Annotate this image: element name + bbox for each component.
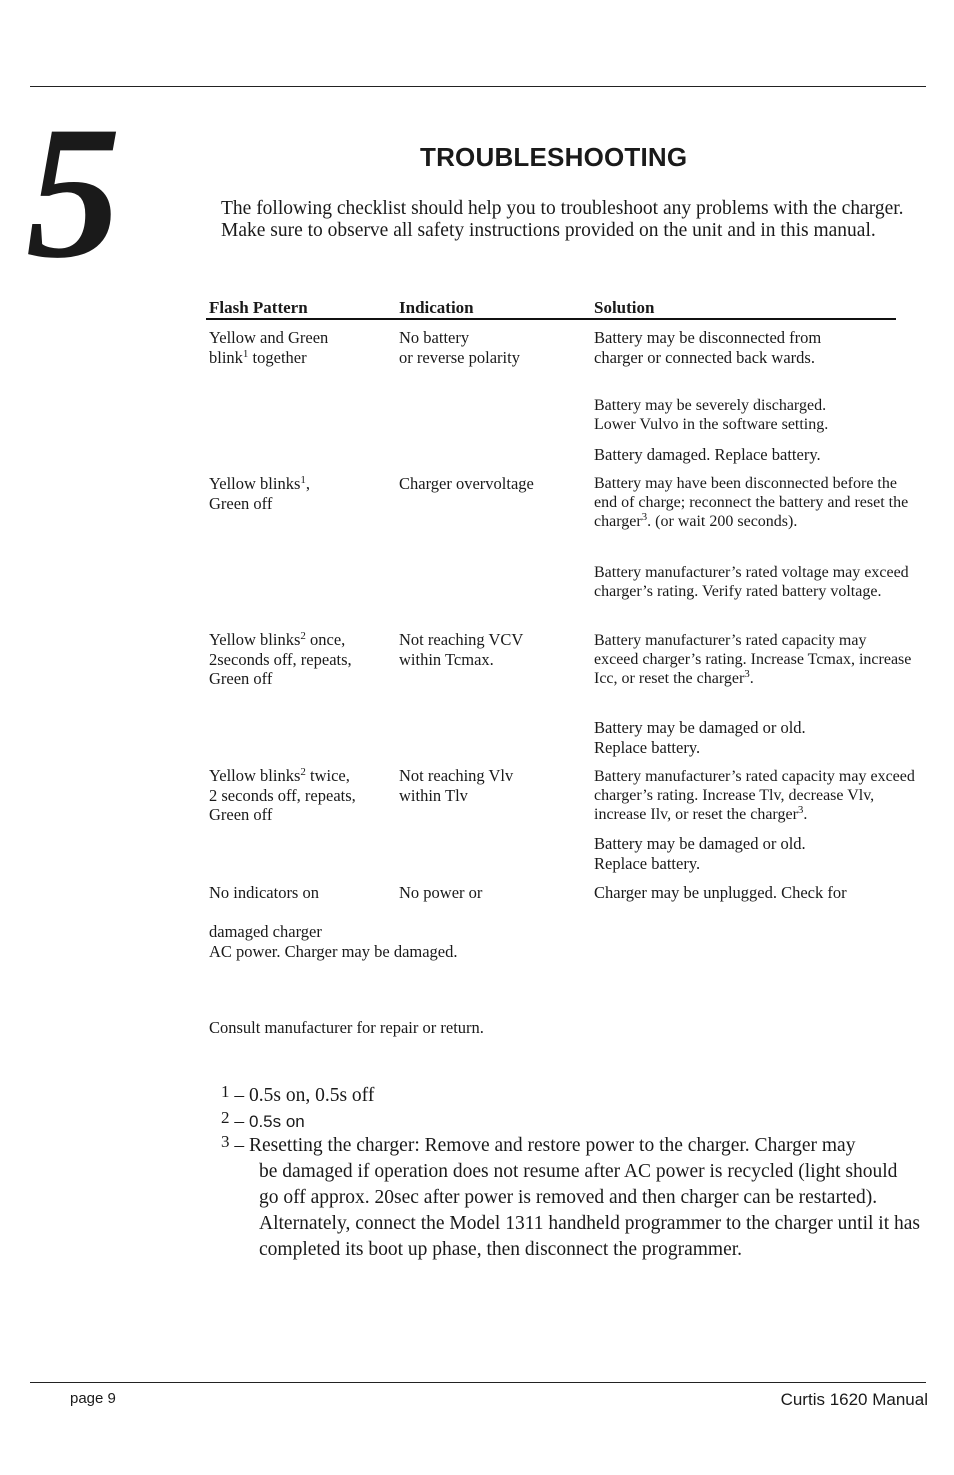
footer-page-number: page 9 xyxy=(70,1390,116,1407)
row5-indication: No power or xyxy=(399,883,483,902)
row4-indication: Not reaching Vlv within Tlv xyxy=(399,766,514,805)
row3-solution-2: Battery may be damaged or old. Replace battery. xyxy=(594,718,806,757)
row2-solution-1: Battery may have been disconnected before the end of charge; reconnect the battery and reset the charger$^3$. (or wait 200 seconds). xyxy=(594,475,909,531)
row5-solution: Charger may be unplugged. Check for xyxy=(594,883,847,902)
row2-indication: Charger overvoltage xyxy=(399,474,534,493)
intro-paragraph: The following checklist should help you to troubleshoot any problems with the charger. Make sure to observe all safety instructions provided on the unit and in this manual. xyxy=(221,198,904,241)
row5-consult-text: Consult manufacturer for repair or return. xyxy=(209,1018,484,1037)
row1-solution-2: Battery may be severely discharged. Lower Vulvo in the software setting. xyxy=(594,397,829,434)
bottom-rule xyxy=(30,1382,926,1383)
footnote-1: $^1$ – 0.5s on, 0.5s off xyxy=(221,1082,375,1106)
row2-pattern: Yellow blinks$^1$, Green off xyxy=(209,474,311,513)
row3-solution-1: Battery manufacturer’s rated capacity may exceed charger’s rating. Increase Tcmax, increase Icc, or reset the charger$^3$. xyxy=(594,632,912,688)
footnote-3: $^3$ – Resetting the charger: Remove and restore power to the charger. Charger may be damaged if operation does not resume after AC power is recycled (light should go off approx. 20sec after power is removed and then charger can be restarted). Alternately, connect the Model 1311 handheld programmer to the charger until it has completed its boot up phase, then disconnect the programmer. xyxy=(221,1132,920,1260)
row5-overflow-text: damaged charger AC power. Charger may be damaged. xyxy=(209,922,458,961)
row1-solution-1: Battery may be disconnected from charger or connected back wards. xyxy=(594,328,822,367)
top-rule xyxy=(30,86,926,87)
row3-indication: Not reaching VCV within Tcmax. xyxy=(399,630,524,669)
row2-solution-2: Battery manufacturer’s rated voltage may exceed charger’s rating. Verify rated battery voltage. xyxy=(594,564,909,601)
row4-solution-2: Battery may be damaged or old. Replace battery. xyxy=(594,834,806,873)
header-flash-pattern: Flash Pattern xyxy=(209,298,308,317)
header-solution: Solution xyxy=(594,298,655,317)
row4-solution-1: Battery manufacturer’s rated capacity may exceed charger’s rating. Increase Tlv, decrease Vlv, increase Ilv, or reset the charger$^3$. xyxy=(594,768,915,824)
row1-solution-3: Battery damaged. Replace battery. xyxy=(594,445,821,464)
page-title: TROUBLESHOOTING xyxy=(420,142,688,172)
row1-indication: No battery or reverse polarity xyxy=(399,328,520,367)
row3-pattern: Yellow blinks$^2$ once, 2seconds off, repeats, Green off xyxy=(209,630,352,688)
chapter-number: 5 xyxy=(26,88,121,298)
row5-pattern: No indicators on xyxy=(209,883,319,902)
table-header-rule xyxy=(206,318,896,320)
footnote-2: $^2$ – 0.5s on xyxy=(221,1108,305,1132)
footer-manual-title: Curtis 1620 Manual xyxy=(780,1390,928,1409)
header-indication: Indication xyxy=(399,298,474,317)
row1-pattern: Yellow and Green blink$^1$ together xyxy=(209,328,329,367)
row4-pattern: Yellow blinks$^2$ twice, 2 seconds off, repeats, Green off xyxy=(209,766,356,824)
